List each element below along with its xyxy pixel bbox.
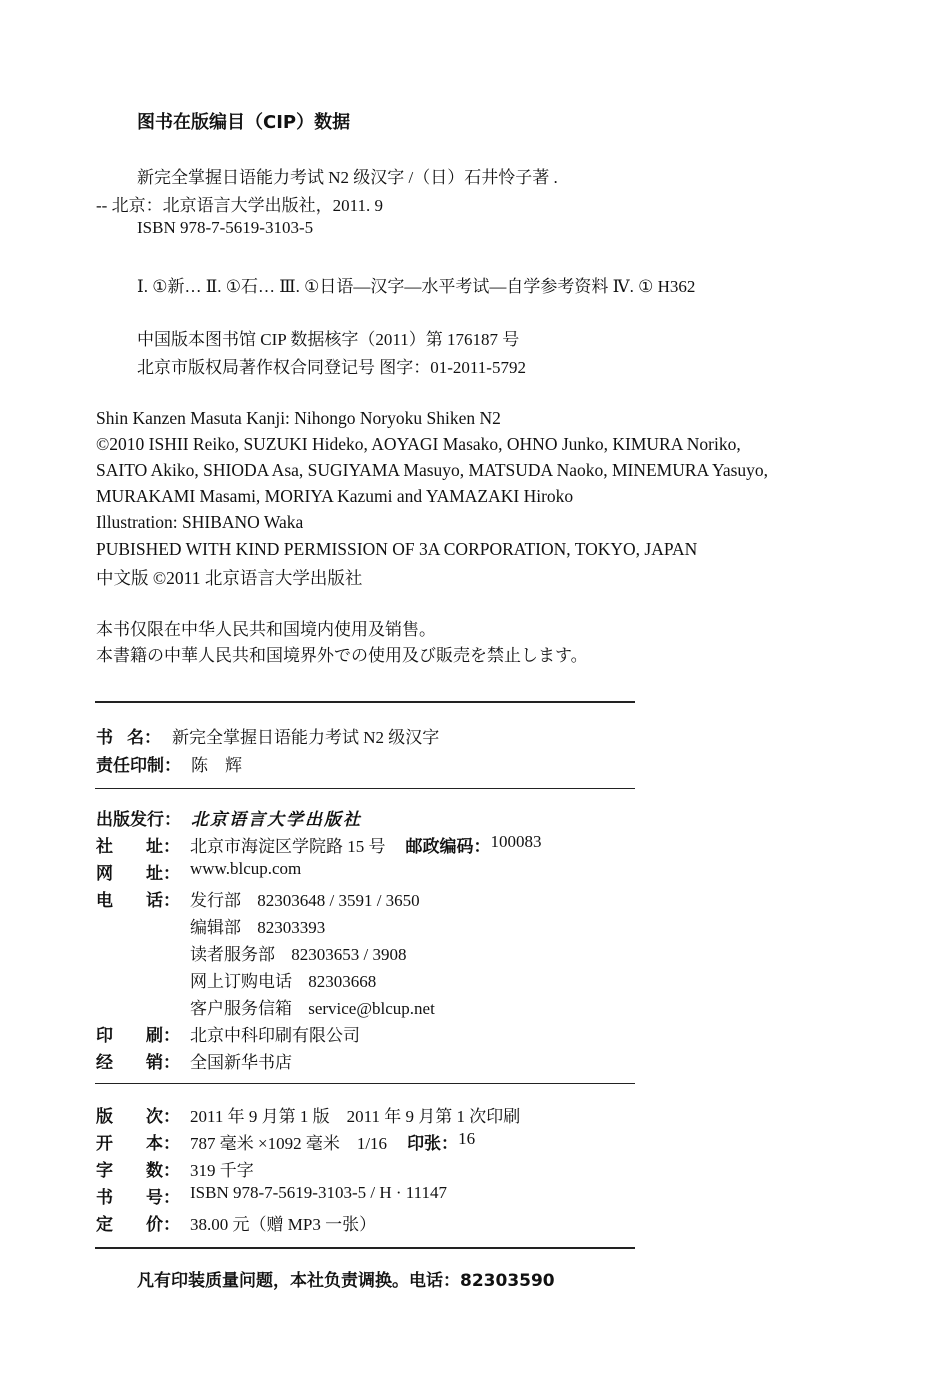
postcode-value: 100083	[490, 832, 542, 851]
edition-value: 2011 年 9 月第 1 版 2011 年 9 月第 1 次印刷	[190, 1107, 521, 1126]
cip-classification: Ⅰ. ①新… Ⅱ. ①石… Ⅲ. ①日语—汉字—水平考试—自学参考资料 Ⅳ. ① H362	[137, 277, 696, 296]
publisher-logo-text: 北京语言大学出版社	[191, 810, 362, 830]
printed-sheets-label: 印张：	[407, 1134, 459, 1154]
cip-heading: 图书在版编目（CIP）数据	[137, 112, 351, 133]
price-row	[96, 1210, 376, 1235]
website-row	[96, 859, 301, 884]
cip-copyright-registration: 北京市版权局著作权合同登记号 图字：01-2011-5792	[137, 358, 526, 377]
address-label: 社 址：	[96, 837, 180, 857]
website-value: www.blcup.com	[190, 859, 302, 878]
book-title-label: 书 名：	[96, 728, 161, 748]
word-count-row	[96, 1156, 254, 1181]
responsible-printing-row	[96, 751, 242, 776]
original-title: Shin Kanzen Masuta Kanji: Nihongo Noryoku Shiken N2	[96, 408, 501, 428]
format-row	[96, 1129, 475, 1154]
price-label: 定 价：	[96, 1215, 180, 1235]
phone-row	[96, 886, 180, 911]
printer-value: 北京中科印刷有限公司	[190, 1026, 360, 1045]
divider-2	[95, 788, 635, 789]
cip-isbn: ISBN 978-7-5619-3103-5	[137, 218, 314, 237]
book-title-row	[96, 723, 439, 748]
distributor-value: 全国新华书店	[190, 1053, 292, 1072]
postcode-label: 邮政编码：	[405, 837, 491, 857]
format-label: 开 本：	[96, 1134, 180, 1154]
permission-notice: PUBISHED WITH KIND PERMISSION OF 3A CORPORATION, TOKYO, JAPAN	[96, 539, 698, 559]
word-count-label: 字 数：	[96, 1161, 180, 1181]
cip-book-title-line: 新完全掌握日语能力考试 N2 级汉字 /（日）石井怜子著 .	[137, 168, 558, 187]
distributor-label: 经 销：	[96, 1053, 180, 1073]
phone-entry-sales: 发行部 82303648 / 3591 / 3650	[190, 891, 420, 911]
printer-row	[96, 1021, 360, 1046]
price-value: 38.00 元（赠 MP3 一张）	[190, 1215, 377, 1234]
book-number-label: 书 号：	[96, 1188, 180, 1208]
address-value: 北京市海淀区学院路 15 号	[190, 837, 386, 856]
printer-label: 印 刷：	[96, 1026, 180, 1046]
sales-restriction-zh: 本书仅限在中华人民共和国境内使用及销售。	[96, 620, 436, 640]
copyright-line-1: ©2010 ISHII Reiko, SUZUKI Hideko, AOYAGI Masako, OHNO Junko, KIMURA Noriko,	[96, 434, 741, 454]
divider-bottom	[95, 1247, 635, 1249]
illustration-credit: Illustration: SHIBANO Waka	[96, 512, 304, 532]
book-title-value: 新完全掌握日语能力考试 N2 级汉字	[172, 728, 440, 747]
word-count-value: 319 千字	[190, 1161, 254, 1180]
address-row	[96, 832, 542, 857]
quality-notice: 凡有印装质量问题，本社负责调换。电话：82303590	[137, 1271, 555, 1291]
copyright-line-2: SAITO Akiko, SHIODA Asa, SUGIYAMA Masuyo, MATSUDA Naoko, MINEMURA Yasuyo,	[96, 460, 769, 480]
printed-sheets-value: 16	[458, 1129, 476, 1148]
sales-restriction-ja: 本書籍の中華人民共和国境界外での使用及び販売を禁止します。	[96, 646, 588, 666]
publisher-row	[96, 805, 362, 830]
phone-label: 电 话：	[96, 891, 180, 911]
book-number-row	[96, 1183, 447, 1208]
cip-record-number: 中国版本图书馆 CIP 数据核字（2011）第 176187 号	[137, 330, 520, 349]
phone-entry-customer-email: 客户服务信箱 service@blcup.net	[190, 999, 435, 1019]
format-value: 787 毫米 ×1092 毫米 1/16	[190, 1134, 388, 1153]
phone-entry-reader-service: 读者服务部 82303653 / 3908	[190, 945, 407, 965]
copyright-line-3: MURAKAMI Masami, MORIYA Kazumi and YAMAZAKI Hiroko	[96, 486, 574, 506]
publisher-label: 出版发行：	[96, 810, 181, 830]
phone-entry-online-order: 网上订购电话 82303668	[190, 972, 377, 992]
divider-3	[95, 1083, 635, 1084]
book-number-value: ISBN 978-7-5619-3103-5 / H · 11147	[190, 1183, 448, 1202]
chinese-edition-copyright: 中文版 ©2011 北京语言大学出版社	[96, 568, 363, 588]
cip-publisher-line: -- 北京：北京语言大学出版社，2011. 9	[96, 196, 383, 215]
responsible-printing-label: 责任印制：	[96, 756, 181, 776]
distributor-row	[96, 1048, 292, 1073]
edition-label: 版 次：	[96, 1107, 180, 1127]
phone-entry-editorial: 编辑部 82303393	[190, 918, 326, 938]
responsible-printing-value: 陈 辉	[191, 756, 242, 775]
edition-row	[96, 1102, 520, 1127]
divider-top	[95, 701, 635, 703]
website-label: 网 址：	[96, 864, 180, 884]
